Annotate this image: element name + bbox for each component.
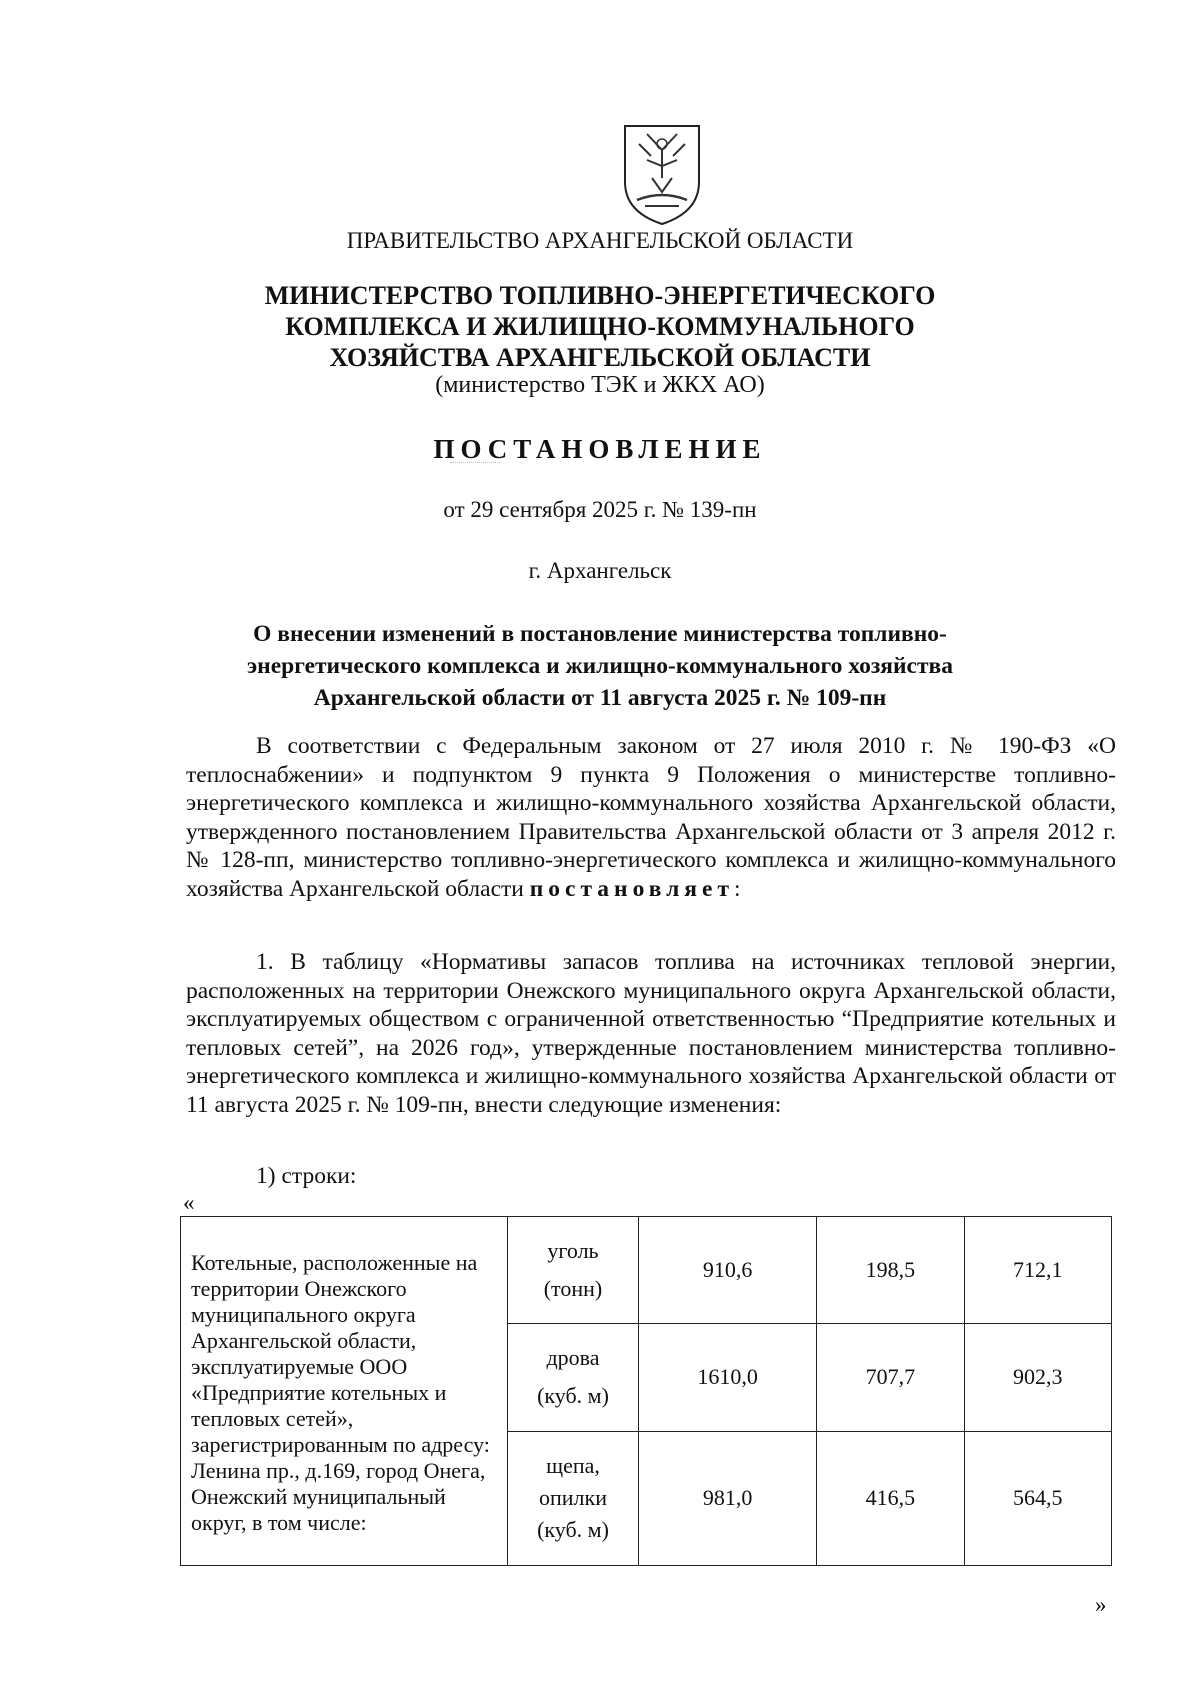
fuel-type: щепа, опилки [539,1453,607,1511]
ministry-line-3: ХОЗЯЙСТВА АРХАНГЕЛЬСКОЙ ОБЛАСТИ [329,343,871,372]
value-cell: 707,7 [817,1324,964,1431]
value-cell: 416,5 [817,1431,964,1565]
fuel-unit: (куб. м) [537,1517,609,1543]
value-cell: 902,3 [964,1324,1111,1431]
preamble-text: В соответствии с Федеральным законом от 27 июля 2010 г. № 190-ФЗ «О теплоснабжении» и подпунктом 9 пункта 9 Положения о министерстве топливно-энергетического комплекса и жилищно-коммунального хозяйства Архангельской области, утвержденного постановлением Правительства Архангельской области от 3 апреля 2012 г. № 128-пп, министерство топливно-энергетического комплекса и жилищно-коммунального хозяйства Архангельской области [186,733,1116,902]
fuel-unit: (куб. м) [537,1383,609,1409]
ministry-abbreviation: (министерство ТЭК и ЖКХ АО) [435,372,765,398]
value-cell: 712,1 [964,1217,1111,1324]
value-cell: 981,0 [639,1431,817,1565]
fuel-type: уголь [547,1238,599,1264]
value-cell: 1610,0 [639,1324,817,1431]
fuel-norms-table [180,1216,1112,1566]
subject-line-2: энергетического комплекса и жилищно-коммунального хозяйства [247,653,953,679]
government-name: ПРАВИТЕЛЬСТВО АРХАНГЕЛЬСКОЙ ОБЛАСТИ [346,228,854,253]
close-quote: » [1095,1592,1107,1617]
fuel-cell [508,1217,639,1324]
open-quote: « [183,1190,195,1215]
fuel-cell [508,1324,639,1431]
rows-label: 1) строки: [256,1163,357,1189]
value-cell: 910,6 [639,1217,817,1324]
coat-of-arms-icon [617,120,707,228]
resolution-keyword: постановляет [529,875,734,902]
ministry-line-2: КОМПЛЕКСА И ЖИЛИЩНО-КОММУНАЛЬНОГО [285,312,915,341]
paragraph-item-1: 1. В таблицу «Нормативы запасов топлива на источниках тепловой энергии, расположенных на территории Онежского муниципального округа Архангельской области, эксплуатируемых обществом с ограниченной ответственностью “Предприятие котельных и тепловых сетей”, на 2026 год», утвержденные постановлением министерства топливно-энергетического комплекса и жилищно-коммунального хозяйства Архангельской области от 11 августа 2025 г. № 109-пн, внести следующие изменения: [186,949,1116,1118]
document-type: ПОСТАНОВЛЕНИЕ [433,434,767,464]
document-city: г. Архангельск [528,558,672,583]
table-row [181,1217,1112,1324]
subject-line-1: О внесении изменений в постановление министерства топливно- [253,621,947,647]
paragraph-preamble [186,732,1116,903]
document-subject [0,618,1200,714]
boiler-description: Котельные, расположенные на территории Онежского муниципального округа Архангельской области, эксплуатируемые ООО «Предприятие котельных и тепловых сетей», зарегистрированным по адресу: Ленина пр., д.169, город Онега, Онежский муниципальный округ, в том числе: [181,1217,508,1566]
ministry-name [0,280,1200,373]
subject-line-3: Архангельской области от 11 августа 2025 г. № 109-пн [313,685,887,711]
ministry-line-1: МИНИСТЕРСТВО ТОПЛИВНО-ЭНЕРГЕТИЧЕСКОГО [264,281,936,310]
fuel-cell [508,1431,639,1565]
document-date-number: от 29 сентября 2025 г. № 139-пн [443,497,757,522]
fuel-unit: (тонн) [543,1276,603,1302]
value-cell: 198,5 [817,1217,964,1324]
fuel-type: дрова [546,1345,600,1371]
value-cell: 564,5 [964,1431,1111,1565]
preamble-end: : [734,875,741,902]
